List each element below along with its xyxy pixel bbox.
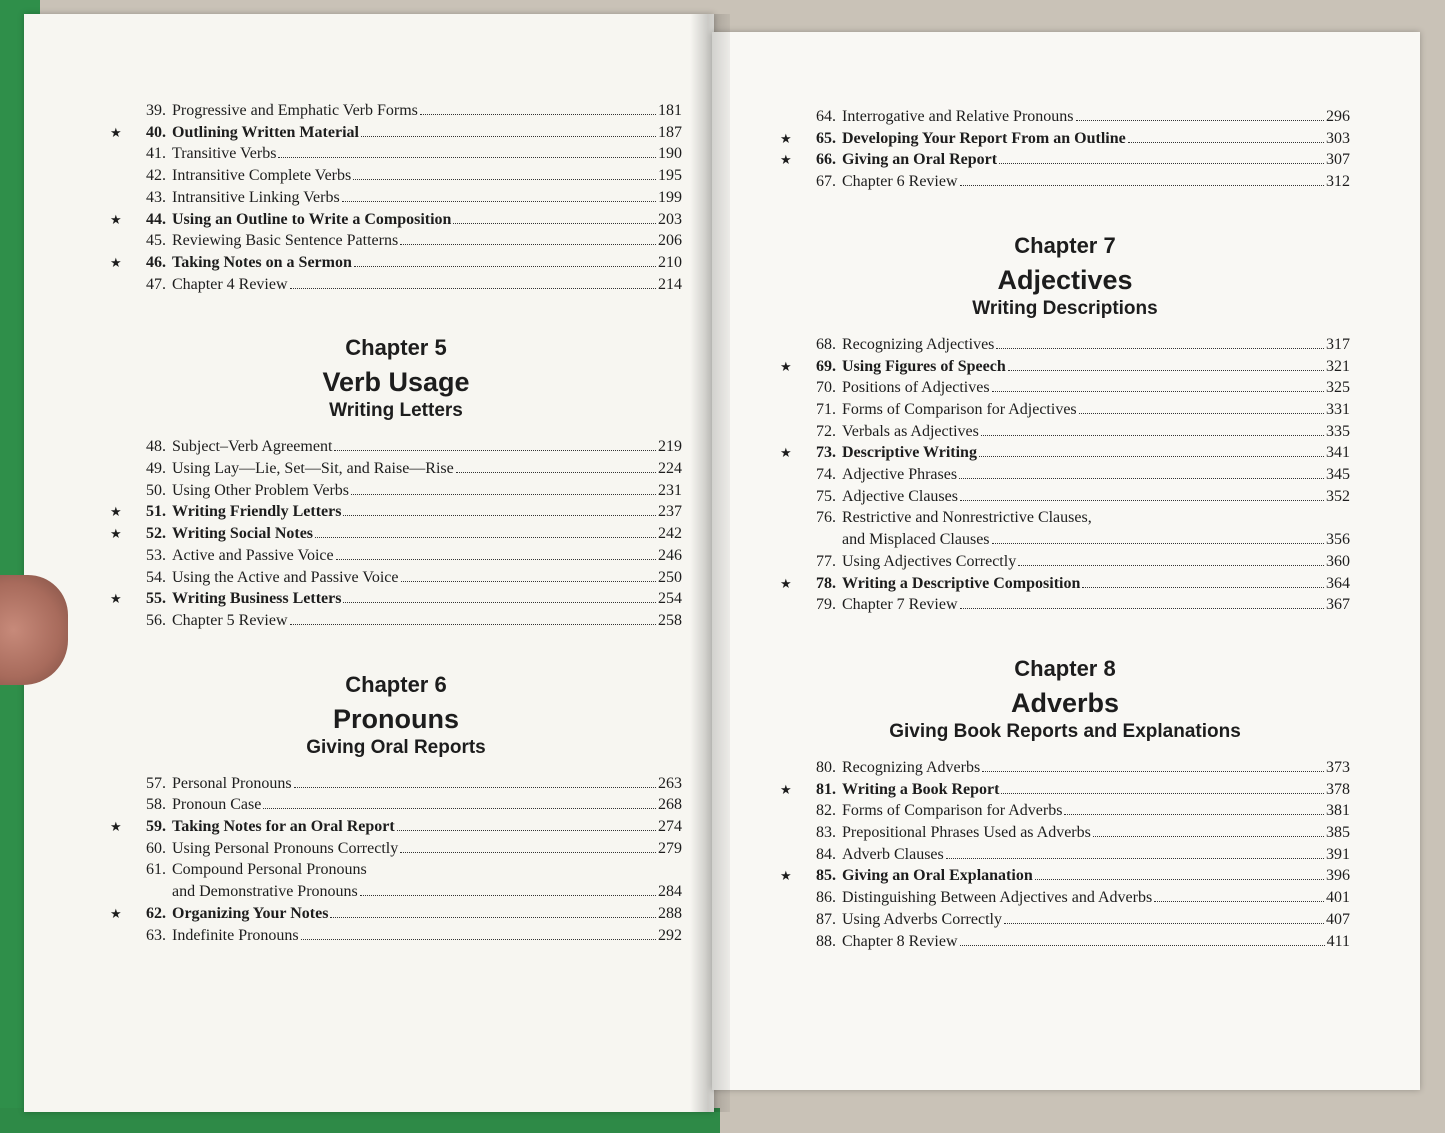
leader-dots xyxy=(353,179,656,180)
entry-title: Chapter 6 Review xyxy=(842,173,958,191)
leader-dots xyxy=(361,136,656,137)
toc-entry xyxy=(780,909,1350,931)
entry-page: 367 xyxy=(1326,596,1350,614)
entry-number: 43. xyxy=(146,188,166,206)
entry-number: 63. xyxy=(146,926,166,944)
entry-number: 79. xyxy=(816,596,836,614)
leader-dots xyxy=(959,478,1324,479)
toc-entry xyxy=(780,334,1350,356)
leader-dots xyxy=(1093,836,1324,837)
entry-number: 83. xyxy=(816,824,836,842)
star-icon: ★ xyxy=(110,254,122,270)
entry-number: 67. xyxy=(816,173,836,191)
toc-list-ch7 xyxy=(780,334,1350,616)
entry-title: Chapter 7 Review xyxy=(842,596,958,614)
entry-title-continued: and Demonstrative Pronouns xyxy=(172,883,358,901)
entry-title: Pronoun Case xyxy=(172,796,262,814)
toc-entry xyxy=(110,252,682,274)
leader-dots xyxy=(290,288,656,289)
star-icon: ★ xyxy=(780,445,792,461)
toc-entry xyxy=(110,903,682,925)
leader-dots xyxy=(351,494,656,495)
chapter-subtitle: Giving Oral Reports xyxy=(306,736,486,758)
toc-entry xyxy=(780,931,1350,953)
entry-number: 61. xyxy=(146,861,166,879)
star-icon: ★ xyxy=(110,526,122,542)
leader-dots xyxy=(301,939,656,940)
entry-title: Intransitive Complete Verbs xyxy=(172,167,352,185)
toc-entry xyxy=(110,545,682,567)
leader-dots xyxy=(453,223,656,224)
entry-page: 307 xyxy=(1326,151,1350,169)
chapter-label: Chapter 8 xyxy=(1014,655,1116,681)
toc-entry xyxy=(780,171,1350,193)
star-icon: ★ xyxy=(110,905,122,921)
entry-number: 39. xyxy=(146,102,166,119)
entry-page: 210 xyxy=(658,253,682,271)
entry-title: Chapter 8 Review xyxy=(842,932,958,950)
entry-page: 411 xyxy=(1326,932,1350,950)
toc-entry xyxy=(110,773,682,795)
leader-dots xyxy=(992,543,1324,544)
thumb xyxy=(0,575,68,685)
entry-page: 292 xyxy=(658,926,682,944)
entry-title: Using Adverbs Correctly xyxy=(842,910,1002,928)
entry-title: Writing Friendly Letters xyxy=(172,503,342,521)
entry-number: 78. xyxy=(816,574,836,592)
toc-entry xyxy=(110,274,682,296)
entry-page: 391 xyxy=(1326,845,1350,863)
star-icon: ★ xyxy=(780,152,792,168)
leader-dots xyxy=(982,771,1324,772)
entry-page: 288 xyxy=(658,904,682,922)
toc-entry xyxy=(780,887,1350,909)
toc-entry xyxy=(110,187,682,209)
entry-number: 74. xyxy=(816,466,836,484)
leader-dots xyxy=(1128,142,1324,143)
entry-page: 237 xyxy=(658,503,682,521)
entry-title: Adjective Phrases xyxy=(842,466,958,484)
entry-number: 75. xyxy=(816,487,836,505)
chapter-subtitle: Writing Descriptions xyxy=(972,297,1158,319)
leader-dots xyxy=(979,456,1324,457)
toc-entry xyxy=(110,122,682,144)
entry-number: 58. xyxy=(146,796,166,814)
entry-title: Taking Notes on a Sermon xyxy=(172,253,352,271)
entry-number: 48. xyxy=(146,438,166,456)
star-icon: ★ xyxy=(110,819,122,835)
entry-number: 77. xyxy=(816,552,836,570)
leader-dots xyxy=(397,830,656,831)
toc-entry xyxy=(780,486,1350,508)
star-icon: ★ xyxy=(780,358,792,374)
leader-dots xyxy=(1004,923,1324,924)
leader-dots xyxy=(360,895,656,896)
chapter-5-heading xyxy=(110,335,682,422)
entry-number: 70. xyxy=(816,379,836,397)
entry-title: Descriptive Writing xyxy=(842,444,977,462)
entry-page: 407 xyxy=(1326,910,1350,928)
entry-number: 54. xyxy=(146,568,166,586)
leader-dots xyxy=(960,185,1324,186)
entry-title: Verbals as Adjectives xyxy=(842,422,979,440)
entry-title: Compound Personal Pronouns xyxy=(172,861,367,879)
toc-entry xyxy=(110,610,682,632)
leader-dots xyxy=(315,537,656,538)
entry-title: Recognizing Adverbs xyxy=(842,758,981,776)
entry-title: Taking Notes for an Oral Report xyxy=(172,818,395,836)
entry-number: 72. xyxy=(816,422,836,440)
toc-entry xyxy=(780,464,1350,486)
entry-title: Reviewing Basic Sentence Patterns xyxy=(172,232,399,250)
entry-number: 59. xyxy=(146,818,166,836)
leader-dots xyxy=(334,450,656,451)
leader-dots xyxy=(1082,587,1324,588)
entry-title: Forms of Comparison for Adverbs xyxy=(842,802,1063,820)
leader-dots xyxy=(290,624,656,625)
entry-page: 242 xyxy=(658,525,682,543)
entry-title: Adverb Clauses xyxy=(842,845,944,863)
entry-title: Writing a Descriptive Composition xyxy=(842,574,1081,592)
entry-title: Progressive and Emphatic Verb Forms xyxy=(172,102,418,119)
toc-list-ch6-end xyxy=(780,106,1350,193)
leader-dots xyxy=(400,852,656,853)
entry-number: 85. xyxy=(816,867,836,885)
entry-number: 80. xyxy=(816,758,836,776)
entry-page: 378 xyxy=(1326,780,1350,798)
entry-title: Recognizing Adjectives xyxy=(842,335,995,353)
entry-page: 258 xyxy=(658,611,682,629)
entry-number: 66. xyxy=(816,151,836,169)
entry-number: 73. xyxy=(816,444,836,462)
star-icon: ★ xyxy=(110,211,122,227)
entry-page: 356 xyxy=(1326,531,1350,549)
entry-page: 219 xyxy=(658,438,682,456)
leader-dots xyxy=(1035,879,1324,880)
leader-dots xyxy=(996,348,1324,349)
entry-page: 335 xyxy=(1326,422,1350,440)
entry-title: Adjective Clauses xyxy=(842,487,958,505)
toc-list-ch6 xyxy=(110,773,682,947)
chapter-7-heading xyxy=(780,233,1350,320)
entry-title: Chapter 5 Review xyxy=(172,611,288,629)
left-toc-column xyxy=(110,100,682,946)
leader-dots xyxy=(336,559,656,560)
entry-title: Outlining Written Material xyxy=(172,123,359,141)
toc-entry xyxy=(110,100,682,122)
toc-list-ch4-end xyxy=(110,100,682,295)
entry-page: 274 xyxy=(658,818,682,836)
entry-number: 50. xyxy=(146,481,166,499)
entry-title: Writing Business Letters xyxy=(172,590,342,608)
entry-number: 49. xyxy=(146,460,166,478)
toc-entry xyxy=(110,816,682,838)
entry-page: 181 xyxy=(658,102,682,119)
entry-number: 68. xyxy=(816,335,836,353)
entry-title: Using Lay—Lie, Set—Sit, and Raise—Rise xyxy=(172,460,454,478)
entry-page: 268 xyxy=(658,796,682,814)
leader-dots xyxy=(401,581,657,582)
chapter-label: Chapter 7 xyxy=(1014,232,1116,258)
leader-dots xyxy=(1079,413,1324,414)
toc-entry xyxy=(780,800,1350,822)
entry-number: 51. xyxy=(146,503,166,521)
entry-title: Forms of Comparison for Adjectives xyxy=(842,400,1077,418)
leader-dots xyxy=(999,163,1324,164)
leader-dots xyxy=(342,201,656,202)
entry-page: 317 xyxy=(1326,335,1350,353)
entry-title: Active and Passive Voice xyxy=(172,546,334,564)
toc-entry xyxy=(110,436,682,458)
entry-page: 364 xyxy=(1326,574,1350,592)
leader-dots xyxy=(1001,793,1324,794)
entry-page: 345 xyxy=(1326,466,1350,484)
book-gutter xyxy=(690,14,730,1112)
chapter-6-heading xyxy=(110,672,682,759)
entry-page: 312 xyxy=(1326,173,1350,191)
entry-page: 360 xyxy=(1326,552,1350,570)
entry-page: 279 xyxy=(658,839,682,857)
entry-title: Indefinite Pronouns xyxy=(172,926,299,944)
star-icon: ★ xyxy=(780,130,792,146)
toc-entry xyxy=(780,844,1350,866)
entry-page: 341 xyxy=(1326,444,1350,462)
star-icon: ★ xyxy=(110,504,122,520)
entry-title: Restrictive and Nonrestrictive Clauses, xyxy=(842,509,1092,527)
toc-entry xyxy=(780,106,1350,128)
entry-title: Interrogative and Relative Pronouns xyxy=(842,108,1074,125)
toc-entry xyxy=(780,865,1350,887)
entry-title: Writing a Book Report xyxy=(842,780,1000,798)
toc-entry xyxy=(110,501,682,523)
entry-page: 214 xyxy=(658,275,682,293)
entry-page: 352 xyxy=(1326,487,1350,505)
toc-entry xyxy=(780,573,1350,595)
entry-page: 381 xyxy=(1326,802,1350,820)
chapter-title: Pronouns xyxy=(333,703,459,734)
leader-dots xyxy=(1064,814,1324,815)
entry-number: 55. xyxy=(146,590,166,608)
entry-title: Chapter 4 Review xyxy=(172,275,288,293)
toc-entry xyxy=(780,128,1350,150)
entry-page: 263 xyxy=(658,774,682,792)
entry-page: 396 xyxy=(1326,867,1350,885)
leader-dots xyxy=(400,244,656,245)
entry-page: 190 xyxy=(658,145,682,163)
entry-title: Giving an Oral Explanation xyxy=(842,867,1033,885)
leader-dots xyxy=(960,945,1325,946)
leader-dots xyxy=(1018,565,1324,566)
entry-title-continued: and Misplaced Clauses xyxy=(842,531,990,549)
chapter-title: Verb Usage xyxy=(322,367,470,398)
entry-page: 373 xyxy=(1326,758,1350,776)
star-icon: ★ xyxy=(780,868,792,884)
entry-number: 81. xyxy=(816,780,836,798)
entry-page: 303 xyxy=(1326,129,1350,147)
toc-entry xyxy=(780,779,1350,801)
entry-page: 231 xyxy=(658,481,682,499)
toc-entry xyxy=(110,165,682,187)
toc-entry xyxy=(780,507,1350,529)
leader-dots xyxy=(456,472,656,473)
leader-dots xyxy=(960,500,1324,501)
leader-dots xyxy=(354,266,656,267)
toc-entry xyxy=(780,356,1350,378)
toc-entry xyxy=(110,838,682,860)
entry-number: 69. xyxy=(816,357,836,375)
toc-entry xyxy=(780,399,1350,421)
entry-number: 44. xyxy=(146,210,166,228)
entry-number: 56. xyxy=(146,611,166,629)
entry-number: 47. xyxy=(146,275,166,293)
leader-dots xyxy=(981,435,1324,436)
entry-page: 203 xyxy=(658,210,682,228)
leader-dots xyxy=(343,602,656,603)
entry-page: 284 xyxy=(658,883,682,901)
entry-number: 76. xyxy=(816,509,836,527)
leader-dots xyxy=(278,157,656,158)
toc-entry xyxy=(780,377,1350,399)
entry-number: 62. xyxy=(146,904,166,922)
entry-number: 64. xyxy=(816,108,836,125)
entry-title: Subject–Verb Agreement xyxy=(172,438,333,456)
chapter-label: Chapter 5 xyxy=(345,335,447,361)
entry-number: 71. xyxy=(816,400,836,418)
toc-entry-continuation xyxy=(780,529,1350,551)
entry-page: 296 xyxy=(1326,108,1350,125)
entry-title: Distinguishing Between Adjectives and Adverbs xyxy=(842,889,1153,907)
entry-title: Developing Your Report From an Outline xyxy=(842,129,1126,147)
leader-dots xyxy=(992,391,1324,392)
entry-number: 52. xyxy=(146,525,166,543)
leader-dots xyxy=(960,608,1324,609)
star-icon: ★ xyxy=(110,591,122,607)
toc-entry xyxy=(780,757,1350,779)
entry-title: Using an Outline to Write a Composition xyxy=(172,210,452,228)
toc-list-ch8 xyxy=(780,757,1350,952)
leader-dots xyxy=(330,917,656,918)
entry-page: 331 xyxy=(1326,400,1350,418)
toc-entry xyxy=(780,442,1350,464)
entry-page: 206 xyxy=(658,232,682,250)
toc-entry xyxy=(110,523,682,545)
entry-title: Using the Active and Passive Voice xyxy=(172,568,399,586)
entry-title: Using Other Problem Verbs xyxy=(172,481,350,499)
leader-dots xyxy=(1008,370,1324,371)
entry-page: 385 xyxy=(1326,824,1350,842)
entry-page: 199 xyxy=(658,188,682,206)
right-toc-column xyxy=(780,106,1350,952)
entry-number: 42. xyxy=(146,167,166,185)
entry-title: Positions of Adjectives xyxy=(842,379,990,397)
entry-number: 87. xyxy=(816,910,836,928)
entry-page: 187 xyxy=(658,123,682,141)
entry-title: Using Adjectives Correctly xyxy=(842,552,1017,570)
entry-title: Using Figures of Speech xyxy=(842,357,1006,375)
leader-dots xyxy=(946,858,1324,859)
entry-number: 88. xyxy=(816,932,836,950)
leader-dots xyxy=(420,114,656,115)
toc-entry xyxy=(780,149,1350,171)
star-icon: ★ xyxy=(110,124,122,140)
entry-title: Transitive Verbs xyxy=(172,145,277,163)
entry-title: Prepositional Phrases Used as Adverbs xyxy=(842,824,1091,842)
toc-entry xyxy=(780,822,1350,844)
toc-entry xyxy=(780,594,1350,616)
toc-entry xyxy=(110,925,682,947)
toc-entry xyxy=(110,588,682,610)
chapter-subtitle: Writing Letters xyxy=(329,400,463,422)
entry-number: 60. xyxy=(146,839,166,857)
entry-page: 224 xyxy=(658,460,682,478)
entry-number: 41. xyxy=(146,145,166,163)
entry-number: 84. xyxy=(816,845,836,863)
entry-page: 321 xyxy=(1326,357,1350,375)
toc-entry xyxy=(110,230,682,252)
toc-entry xyxy=(110,859,682,881)
chapter-title: Adverbs xyxy=(1010,687,1120,718)
toc-entry-continuation xyxy=(110,881,682,903)
leader-dots xyxy=(1076,120,1325,121)
leader-dots xyxy=(263,808,656,809)
entry-number: 57. xyxy=(146,774,166,792)
toc-entry xyxy=(110,567,682,589)
entry-number: 82. xyxy=(816,802,836,820)
entry-number: 45. xyxy=(146,232,166,250)
toc-entry xyxy=(110,143,682,165)
entry-title: Personal Pronouns xyxy=(172,774,292,792)
entry-number: 53. xyxy=(146,546,166,564)
toc-entry xyxy=(780,551,1350,573)
entry-number: 86. xyxy=(816,889,836,907)
leader-dots xyxy=(1154,901,1324,902)
entry-page: 325 xyxy=(1326,379,1350,397)
entry-title: Giving an Oral Report xyxy=(842,151,998,169)
toc-entry xyxy=(780,421,1350,443)
toc-entry xyxy=(110,794,682,816)
entry-page: 195 xyxy=(658,167,682,185)
entry-page: 401 xyxy=(1326,889,1350,907)
leader-dots xyxy=(343,515,656,516)
entry-title: Intransitive Linking Verbs xyxy=(172,188,340,206)
entry-number: 46. xyxy=(146,253,166,271)
chapter-label: Chapter 6 xyxy=(345,671,447,697)
star-icon: ★ xyxy=(780,575,792,591)
toc-list-ch5 xyxy=(110,436,682,631)
chapter-subtitle: Giving Book Reports and Explanations xyxy=(889,720,1241,742)
entry-title: Organizing Your Notes xyxy=(172,904,329,922)
toc-entry xyxy=(110,480,682,502)
entry-page: 250 xyxy=(658,568,682,586)
entry-number: 40. xyxy=(146,123,166,141)
entry-page: 254 xyxy=(658,590,682,608)
entry-page: 246 xyxy=(658,546,682,564)
entry-title: Using Personal Pronouns Correctly xyxy=(172,839,399,857)
chapter-8-heading xyxy=(780,656,1350,743)
toc-entry xyxy=(110,458,682,480)
entry-title: Writing Social Notes xyxy=(172,525,314,543)
entry-number: 65. xyxy=(816,129,836,147)
chapter-title: Adjectives xyxy=(997,264,1133,295)
leader-dots xyxy=(294,787,656,788)
toc-entry xyxy=(110,209,682,231)
star-icon: ★ xyxy=(780,781,792,797)
